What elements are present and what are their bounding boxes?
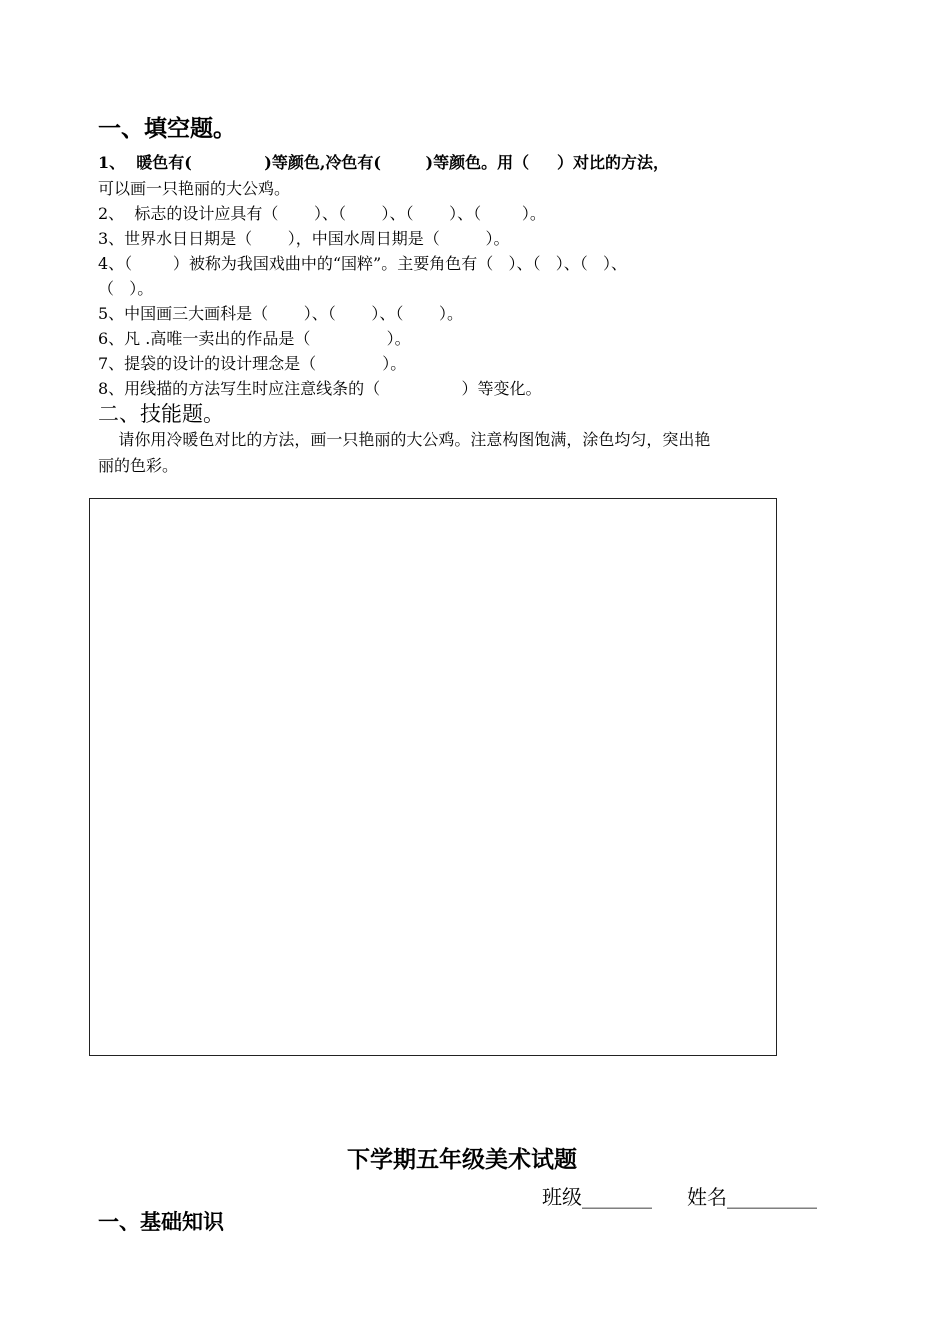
question-4-line-2: （ ）。 bbox=[98, 279, 154, 298]
question-2: 2、 标志的设计应具有（ ）、（ ）、（ ）、（ ）。 bbox=[98, 204, 546, 223]
question-4-line-1: 4、（ ）被称为我国戏曲中的“国粹”。主要角色有（ ）、（ ）、（ ）、 bbox=[98, 254, 628, 273]
section2-instruction-line-2: 丽的色彩。 bbox=[98, 456, 179, 475]
basic-knowledge-heading: 一、基础知识 bbox=[98, 1209, 224, 1234]
question-8: 8、用线描的方法写生时应注意线条的（ ）等变化。 bbox=[98, 379, 542, 398]
exam-title: 下学期五年级美术试题 bbox=[347, 1146, 577, 1173]
question-1-line-1: 1、 暖色有( )等颜色,冷色有( )等颜色。用（ ）对比的方法， bbox=[98, 153, 669, 172]
section2-instruction-line-1: 请你用冷暖色对比的方法，画一只艳丽的大公鸡。注意构图饱满，涂色均匀，突出艳 bbox=[98, 430, 711, 449]
section2-heading: 二、技能题。 bbox=[98, 402, 224, 426]
name-field: 姓名_________ bbox=[687, 1185, 817, 1209]
question-1-line-2: 可以画一只艳丽的大公鸡。 bbox=[98, 179, 291, 198]
drawing-area bbox=[89, 498, 777, 1056]
class-field: 班级_______ bbox=[542, 1185, 652, 1209]
question-5: 5、中国画三大画科是（ ）、（ ）、（ ）。 bbox=[98, 304, 463, 323]
question-6: 6、凡 .高唯一卖出的作品是（ ）。 bbox=[98, 329, 411, 348]
question-7: 7、提袋的设计的设计理念是（ ）。 bbox=[98, 354, 407, 373]
section1-heading: 一、填空题。 bbox=[98, 115, 236, 142]
question-3: 3、世界水日日期是（ ），中国水周日期是（ ）。 bbox=[98, 229, 510, 248]
